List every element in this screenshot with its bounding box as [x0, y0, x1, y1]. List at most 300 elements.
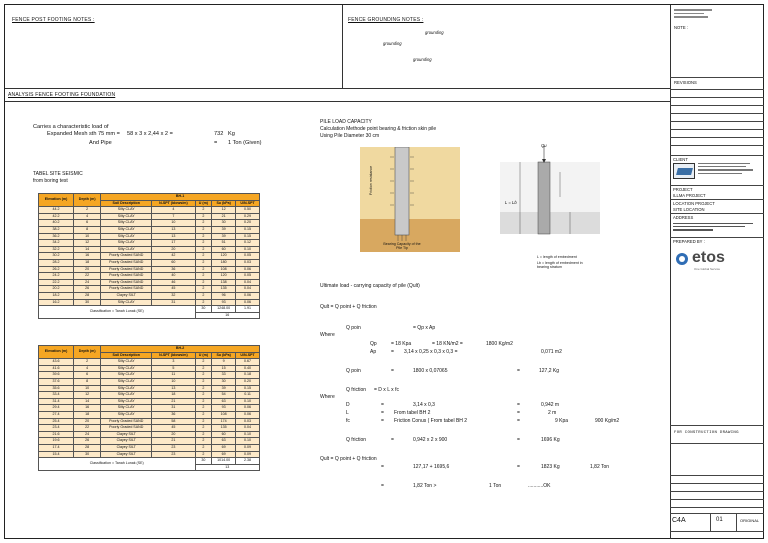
- project-name: ILLMA PROJECT: [673, 193, 706, 198]
- table-cell: 2: [74, 359, 101, 366]
- table-cell: Poorly Graded SAND: [101, 266, 152, 273]
- bh1-col-nspt: N-SPT (blows/m): [152, 200, 195, 207]
- qp-value: = 18 Kpa: [391, 341, 412, 347]
- table-row: [39, 226, 260, 233]
- table-cell: 2: [195, 431, 212, 438]
- ultimate-load: Ultimate load - carrying capacity of pile (Qult): [320, 283, 420, 289]
- bh2-col-elevation: Elevation (m): [39, 346, 74, 359]
- table-cell: 15.4: [39, 451, 74, 458]
- bh2-col-depth: Depth (m): [74, 346, 101, 359]
- table-cell: 30: [74, 451, 101, 458]
- fence-grounding-notes-title: FENCE GROUNDING NOTES :: [348, 17, 424, 23]
- mesh-label: Expanded Mesh sth 75 mm =: [47, 131, 120, 137]
- tb-row-d: [670, 499, 764, 500]
- table-cell: 0.04: [236, 286, 260, 293]
- table-cell: 0.20: [236, 378, 260, 385]
- table-row: [39, 451, 260, 458]
- table-cell: 2: [195, 220, 212, 227]
- table-cell: 39.6: [39, 372, 74, 379]
- fc-value: 9 Kpa: [555, 418, 569, 424]
- table-cell: 2: [195, 246, 212, 253]
- table-cell: 2: [74, 207, 101, 214]
- table-cell: 5: [152, 365, 195, 372]
- table-cell: 2: [195, 451, 212, 458]
- table-cell: 2: [195, 418, 212, 425]
- table-cell: Silty CLAY: [101, 372, 152, 379]
- client-logo: [673, 163, 695, 179]
- table-cell: 11: [152, 372, 195, 379]
- qfric2-value: 1696 Kg: [541, 437, 560, 443]
- qult-sum: 127,17 + 1695,6: [413, 464, 450, 470]
- qu-label: Qu: [541, 143, 547, 148]
- qfric2-label: Q friction: [346, 437, 367, 443]
- fence-post-notes-title: FENCE POST FOOTING NOTES :: [12, 17, 95, 23]
- table-cell: 58: [152, 418, 195, 425]
- table-cell: 10: [152, 378, 195, 385]
- l-lb-label: L = Lb: [505, 200, 517, 205]
- table-cell: 2: [195, 365, 212, 372]
- table-cell: 20.2: [39, 286, 74, 293]
- client-label: CLIENT: [673, 157, 688, 162]
- table-row: [39, 273, 260, 280]
- table-cell: Poorly Graded SAND: [101, 425, 152, 432]
- table-cell: 36: [152, 411, 195, 418]
- table-cell: 30: [212, 220, 236, 227]
- table-row: [39, 431, 260, 438]
- title-block: [670, 5, 764, 539]
- tb-row-3: [670, 105, 764, 106]
- table-cell: Silty CLAY: [101, 385, 152, 392]
- bh2-sum-u: 30: [195, 458, 212, 465]
- table-cell: 174: [212, 418, 236, 425]
- table-cell: 40.2: [39, 220, 74, 227]
- tb-row-e: [670, 507, 764, 508]
- table-cell: 0.09: [236, 451, 260, 458]
- table-cell: 22: [74, 425, 101, 432]
- table-cell: 60: [152, 259, 195, 266]
- table-cell: 20: [152, 431, 195, 438]
- tb-row-f: [670, 513, 764, 514]
- bh2-table: [38, 345, 260, 471]
- table-cell: 2: [195, 372, 212, 379]
- bh2-result: 13: [195, 464, 259, 471]
- table-cell: Silty CLAY: [101, 405, 152, 412]
- table-cell: 93: [212, 299, 236, 306]
- mesh-value: 732: [214, 131, 224, 137]
- table-cell: Silty CLAY: [101, 398, 152, 405]
- table-cell: 15: [212, 365, 236, 372]
- etos-wordmark: etos: [692, 249, 725, 266]
- table-cell: Silty CLAY: [101, 365, 152, 372]
- table-cell: Silty CLAY: [101, 411, 152, 418]
- table-cell: 2: [195, 273, 212, 280]
- qpoin2-formula: 1800 x 0,07065: [413, 368, 448, 374]
- table-cell: 39: [212, 226, 236, 233]
- table-cell: 10: [152, 220, 195, 227]
- table-cell: 108: [212, 411, 236, 418]
- table-cell: 2: [195, 405, 212, 412]
- table-cell: 20: [74, 418, 101, 425]
- mesh-formula: 58 x 3 x 2,44 x 2 =: [127, 131, 173, 137]
- table-cell: Poorly Graded SAND: [101, 286, 152, 293]
- table-cell: 37.6: [39, 378, 74, 385]
- tb-row-g: [670, 531, 764, 532]
- table-cell: 3: [152, 359, 195, 366]
- ap-formula: 3,14 x 0,25 x 0,3 x 0,3 =: [404, 349, 458, 355]
- table-row: [39, 444, 260, 451]
- table-cell: 13: [152, 385, 195, 392]
- table-cell: 138: [212, 279, 236, 286]
- tb-row-construction-top: [670, 425, 764, 426]
- table-cell: 7: [152, 213, 195, 220]
- l-eq: =: [381, 410, 384, 416]
- address-fineprint: [673, 223, 759, 231]
- table-cell: 69: [212, 451, 236, 458]
- pipe-eq: =: [214, 140, 218, 146]
- load-intro: Carries a characteristic load of: [33, 124, 109, 130]
- table-cell: 2: [195, 233, 212, 240]
- check-ok: ...........OK: [528, 483, 551, 489]
- table-cell: 31: [152, 299, 195, 306]
- client-fineprint: [698, 163, 758, 174]
- bh1-classification: Classification = Tanah Lunak (SE): [39, 306, 196, 319]
- table-cell: 42.2: [39, 213, 74, 220]
- table-cell: 0.09: [236, 444, 260, 451]
- table-row: [39, 292, 260, 299]
- table-cell: 38.2: [39, 226, 74, 233]
- table-cell: 0.12: [236, 240, 260, 247]
- tb-row-construction-bottom: [670, 443, 764, 444]
- table-cell: Silty CLAY: [101, 392, 152, 399]
- table-cell: 43.6: [39, 359, 74, 366]
- where-1: Where: [320, 332, 335, 338]
- table-row: [39, 220, 260, 227]
- table-row: [39, 398, 260, 405]
- table-cell: 31.4: [39, 398, 74, 405]
- table-cell: 0.03: [236, 418, 260, 425]
- table-cell: 0.15: [236, 385, 260, 392]
- tb-row-c: [670, 491, 764, 492]
- table-cell: 2: [195, 240, 212, 247]
- table-row: [39, 359, 260, 366]
- bh2-sum-ratio: 2.38: [236, 458, 260, 465]
- construction-drawing-label: FOR CONSTRUCTION DRAWING: [674, 431, 739, 435]
- table-cell: Poorly Graded SAND: [101, 418, 152, 425]
- table-cell: 54: [212, 392, 236, 399]
- table-cell: 0.10: [236, 438, 260, 445]
- l-value: 2 m: [548, 410, 557, 416]
- qfric-title: Q friction: [346, 387, 367, 393]
- table-cell: 33: [212, 372, 236, 379]
- d-eq: =: [381, 402, 384, 408]
- table-cell: Clayey SILT: [101, 292, 152, 299]
- table-cell: Poorly Graded SAND: [101, 253, 152, 260]
- ap-label: Ap: [370, 349, 377, 355]
- table-cell: 22.2: [39, 279, 74, 286]
- table-cell: 0.50: [236, 207, 260, 214]
- where-2: Where: [320, 394, 335, 400]
- table-cell: 2: [195, 213, 212, 220]
- table-cell: Silty CLAY: [101, 246, 152, 253]
- pile-friction-figure: [360, 147, 460, 252]
- table-cell: 39: [212, 233, 236, 240]
- table-cell: 0.04: [236, 425, 260, 432]
- qult-sum-eq2: =: [517, 464, 520, 470]
- table-cell: 18: [74, 259, 101, 266]
- tb-row-revisions: [670, 77, 764, 78]
- table-cell: Clayey SILT: [101, 438, 152, 445]
- table-cell: 135: [212, 286, 236, 293]
- table-cell: 2: [195, 359, 212, 366]
- l-formula: From tabel BH 2: [394, 410, 431, 416]
- table-cell: 40: [152, 273, 195, 280]
- tb-row-prepared: [670, 237, 764, 238]
- bh1-col-su: Su (kPa): [212, 200, 236, 207]
- table-row: [39, 411, 260, 418]
- revision-code: 01: [716, 517, 723, 523]
- table-cell: 0.10: [236, 398, 260, 405]
- pile-title: PILE LOAD CAPACITY: [320, 119, 372, 125]
- table-cell: 12: [74, 240, 101, 247]
- table-row: [39, 438, 260, 445]
- table-row: [39, 259, 260, 266]
- table-cell: 60: [212, 431, 236, 438]
- table-cell: 96: [212, 292, 236, 299]
- location-label: LOCATION PROJECT: [673, 201, 715, 206]
- d-value: 0,942 m: [541, 402, 560, 408]
- table-cell: 51: [212, 240, 236, 247]
- bh1-col-elevation: Elevation (m): [39, 194, 74, 207]
- etos-tagline: One Global Service: [694, 267, 721, 271]
- table-row: [39, 213, 260, 220]
- table-cell: Clayey SILT: [101, 451, 152, 458]
- table-row: [39, 286, 260, 293]
- table-cell: 2: [195, 378, 212, 385]
- table-cell: 2: [195, 266, 212, 273]
- table-cell: Poorly Graded SAND: [101, 259, 152, 266]
- table-cell: 2: [195, 444, 212, 451]
- tb-divider-2: [736, 513, 737, 531]
- table-cell: 19.6: [39, 438, 74, 445]
- ap-value: 0,071 m2: [541, 349, 562, 355]
- table-cell: Silty CLAY: [101, 213, 152, 220]
- table-cell: 45: [152, 425, 195, 432]
- table-cell: 0.15: [236, 226, 260, 233]
- table-row: [39, 240, 260, 247]
- table-cell: 10: [74, 385, 101, 392]
- table-cell: 21.6: [39, 431, 74, 438]
- table-cell: 35.6: [39, 385, 74, 392]
- bh2-col-ratio: U/N-SPT: [236, 352, 260, 359]
- table-row: [39, 266, 260, 273]
- table-cell: 93: [212, 405, 236, 412]
- table-cell: 2: [195, 299, 212, 306]
- qult-equation: Qult = Q point + Q friction: [320, 304, 377, 310]
- tb-row-client: [670, 155, 764, 156]
- table-cell: 0.04: [236, 279, 260, 286]
- table-cell: 2: [195, 398, 212, 405]
- tb-row-4: [670, 113, 764, 114]
- table-cell: 63: [212, 398, 236, 405]
- table-cell: 2: [195, 259, 212, 266]
- qpoin-title: Q poin: [346, 325, 361, 331]
- tb-row-1: [670, 89, 764, 90]
- table-cell: 120: [212, 273, 236, 280]
- table-cell: 10: [74, 233, 101, 240]
- pipe-label: And Pipe: [89, 140, 112, 146]
- table-cell: 0.06: [236, 266, 260, 273]
- table-cell: Clayey SILT: [101, 444, 152, 451]
- grounding-label-3: grounding: [413, 57, 432, 62]
- table-cell: 0.20: [236, 220, 260, 227]
- table-cell: 44.2: [39, 207, 74, 214]
- table-cell: 8: [74, 378, 101, 385]
- d-eq2: =: [517, 402, 520, 408]
- table-cell: 16.2: [39, 299, 74, 306]
- qp-label: Qp: [370, 341, 377, 347]
- etos-logo-icon: [676, 253, 688, 265]
- table-cell: 0.29: [236, 213, 260, 220]
- table-cell: 18.2: [39, 292, 74, 299]
- tb-row-a: [670, 475, 764, 476]
- address-label: ADDRESS: [673, 215, 694, 220]
- fc-eq: =: [381, 418, 384, 424]
- table-cell: 2: [195, 411, 212, 418]
- bh1-sum-su: 1248.00: [212, 306, 236, 313]
- friction-resistance-label: Friction resistance: [369, 165, 373, 195]
- table-cell: 24: [74, 279, 101, 286]
- fc-eq2: =: [517, 418, 520, 424]
- table-cell: Poorly Graded SAND: [101, 279, 152, 286]
- grounding-label-1: grounding: [425, 30, 444, 35]
- table-cell: 4: [74, 213, 101, 220]
- bh2-col-su: Su (kPa): [212, 352, 236, 359]
- check-value: 1,82 Ton >: [413, 483, 437, 489]
- mesh-unit: Kg: [228, 131, 235, 137]
- bh1-col-u: U (m): [195, 200, 212, 207]
- table-cell: 23.4: [39, 425, 74, 432]
- bh1-table: [38, 193, 260, 319]
- qult2-equation: Qult = Q point + Q friction: [320, 456, 377, 462]
- table-row: [39, 365, 260, 372]
- table-row: [39, 233, 260, 240]
- table-cell: 2: [195, 425, 212, 432]
- table-cell: 14: [74, 246, 101, 253]
- tb-row-address: [670, 213, 764, 214]
- table-cell: 24.2: [39, 273, 74, 280]
- grounding-label-2: grounding: [383, 41, 402, 46]
- project-label: PROJECT: [673, 187, 693, 192]
- table-cell: 28: [74, 292, 101, 299]
- table-cell: 32: [152, 292, 195, 299]
- table-cell: 41.6: [39, 365, 74, 372]
- qfric2-eq2: =: [517, 437, 520, 443]
- table-cell: 16: [74, 253, 101, 260]
- table-cell: 33.4: [39, 392, 74, 399]
- table-row: [39, 425, 260, 432]
- tb-row-6: [670, 129, 764, 130]
- pile-method: Calculation Methode point bearing & friction skin pile: [320, 126, 437, 132]
- qpoin2-eq: =: [391, 368, 394, 374]
- pile-bearing-figure: [500, 142, 600, 252]
- table-cell: 36.2: [39, 233, 74, 240]
- table-cell: 32.2: [39, 246, 74, 253]
- table-cell: Silty CLAY: [101, 299, 152, 306]
- tb-row-project: [670, 185, 764, 186]
- tb-row-5: [670, 121, 764, 122]
- table-cell: 0.06: [236, 292, 260, 299]
- table-cell: 30: [212, 378, 236, 385]
- table-cell: 9: [212, 359, 236, 366]
- qult-sum-eq: =: [381, 464, 384, 470]
- l-label: L: [346, 410, 349, 416]
- bearing-capacity-label: Bearing Capacity of the Pile Tip: [383, 242, 421, 250]
- qpoin-formula: = Qp x Ap: [413, 325, 436, 331]
- table-cell: 0.06: [236, 411, 260, 418]
- analysis-title: ANALYSIS FENCE FOOTING FOUNDATION: [8, 92, 116, 98]
- table-cell: 27.4: [39, 411, 74, 418]
- table-cell: 2: [195, 253, 212, 260]
- table-row: [39, 253, 260, 260]
- table-cell: 18: [74, 411, 101, 418]
- sheet-code: C4A: [672, 517, 686, 524]
- table-cell: 16: [74, 405, 101, 412]
- table-cell: 2: [195, 438, 212, 445]
- table-cell: 12: [212, 207, 236, 214]
- qp-result: 1800 Kg/m2: [486, 341, 513, 347]
- location-name: SITE LOCATION: [673, 207, 705, 212]
- table-row: [39, 246, 260, 253]
- table-cell: 42: [152, 253, 195, 260]
- table-cell: 0.67: [236, 359, 260, 366]
- table-cell: 29.4: [39, 405, 74, 412]
- table-cell: 0.06: [236, 299, 260, 306]
- table-row: [39, 405, 260, 412]
- tb-row-8: [670, 145, 764, 146]
- table-cell: 2: [195, 207, 212, 214]
- tb-row-b: [670, 483, 764, 484]
- table-cell: 135: [212, 425, 236, 432]
- bh2-sum-su: 1014.00: [212, 458, 236, 465]
- table-cell: 0.10: [236, 431, 260, 438]
- section-title-line: [5, 101, 670, 102]
- qfric2-eq: =: [391, 437, 394, 443]
- table-cell: 2: [195, 392, 212, 399]
- table-cell: 180: [212, 259, 236, 266]
- fc-label: fc: [346, 418, 350, 424]
- table-cell: 23: [152, 444, 195, 451]
- table-cell: 0.10: [236, 246, 260, 253]
- table-cell: 4: [74, 365, 101, 372]
- qpoin2-eq2: =: [517, 368, 520, 374]
- fig2-legend-1: L = length of embedment: [537, 255, 577, 259]
- table-cell: 2: [195, 292, 212, 299]
- table-cell: 46: [152, 279, 195, 286]
- bh1-sum-ratio: 1.91: [236, 306, 260, 313]
- qpoin2-value: 127,2 Kg: [539, 368, 560, 374]
- table-cell: 20: [152, 246, 195, 253]
- notes-divider: [342, 5, 343, 88]
- tb-row-2: [670, 97, 764, 98]
- tb-divider-1: [710, 513, 711, 531]
- bh2-col-u: U (m): [195, 352, 212, 359]
- table-cell: 39: [212, 385, 236, 392]
- table-cell: 4: [152, 207, 195, 214]
- table-row: [39, 279, 260, 286]
- table-cell: 18: [152, 392, 195, 399]
- table-cell: 26: [74, 438, 101, 445]
- qpoin2-label: Q poin: [346, 368, 361, 374]
